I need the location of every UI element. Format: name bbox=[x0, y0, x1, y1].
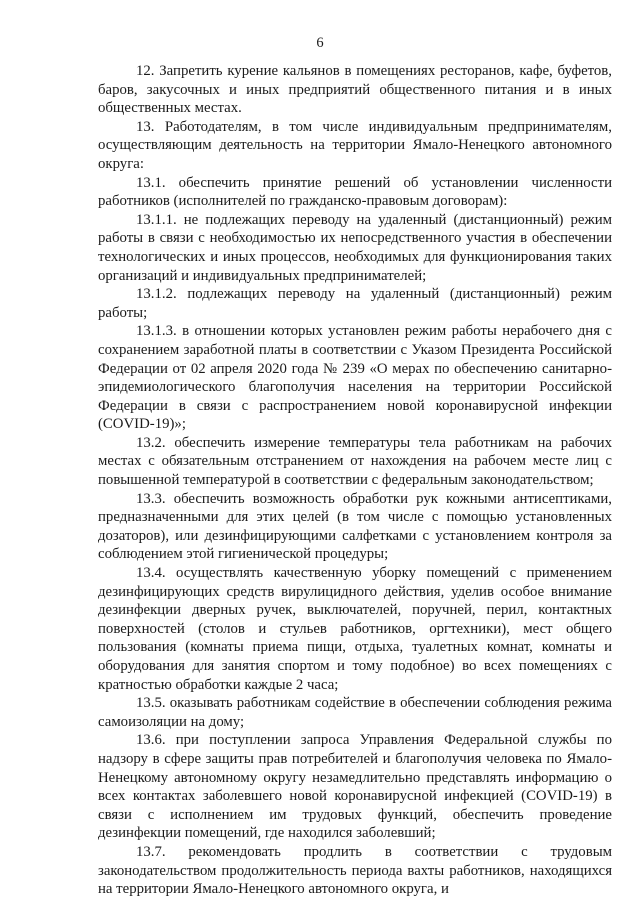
paragraph-13-6: 13.6. при поступлении запроса Управления Федеральной службы по надзору в сфере защиты прав потребителей и благополучия человека по Ямало-Ненецкому автономному округу незамедлительно представлять информацию о всех контактах заболевшего новой коронавирусной инфекцией (COVID-19) в связи с исполнением им трудовых функций, обеспечить проведение дезинфекции помещений, где находился заболевший; bbox=[98, 732, 612, 842]
paragraph-13-1: 13.1. обеспечить принятие решений об установлении численности работников (исполнителей по гражданско-правовым договорам): bbox=[98, 174, 612, 210]
paragraph-13-2: 13.2. обеспечить измерение температуры тела работникам на рабочих местах с обязательным отстранением от нахождения на рабочем месте лиц с повышенной температурой в соответствии с федеральным законодательством; bbox=[98, 434, 612, 489]
document-body bbox=[98, 62, 612, 899]
paragraph-13-1-3: 13.1.3. в отношении которых установлен режим работы нерабочего дня с сохранением заработной платы в соответствии с Указом Президента Российской Федерации от 02 апреля 2020 года № 239 «О мерах по обеспечению санитарно-эпидемиологического благополучия населения на территории Российской Федерации в связи с распространением новой коронавирусной инфекции (COVID-19)»; bbox=[98, 323, 612, 433]
paragraph-13-1-1: 13.1.1. не подлежащих переводу на удаленный (дистанционный) режим работы в связи с необходимостью их непосредственного участия в обеспечении технологических и иных процессов, необходимых для функционирования таких организаций и индивидуальных предпринимателей; bbox=[98, 211, 612, 284]
page-number: 6 bbox=[316, 35, 324, 51]
paragraph-12: 12. Запретить курение кальянов в помещениях ресторанов, кафе, буфетов, баров, закусочных и иных предприятий общественного питания и в иных общественных местах. bbox=[98, 63, 612, 117]
paragraph-13-1-2: 13.1.2. подлежащих переводу на удаленный (дистанционный) режим работы; bbox=[98, 286, 612, 321]
paragraph-13-5: 13.5. оказывать работникам содействие в обеспечении соблюдения режима самоизоляции на дому; bbox=[98, 695, 612, 730]
paragraph-13-7: 13.7. рекомендовать продлить в соответствии с трудовым законодательством продолжительность периода вахты работников, находящихся на территории Ямало-Ненецкого автономного округа, и bbox=[98, 843, 612, 898]
paragraph-13-4: 13.4. осуществлять качественную уборку помещений с применением дезинфицирующих средств вирулицидного действия, уделив особое внимание дезинфекции дверных ручек, выключателей, поручней, перил, контактных поверхностей (столов и стульев работников, оргтехники), мест общего пользования (комнаты приема пищи, отдыха, туалетных комнат, комнаты и оборудования для занятия спортом и тому подобное) во всех помещениях с кратностью обработки каждые 2 часа; bbox=[98, 565, 612, 693]
paragraph-13-3: 13.3. обеспечить возможность обработки рук кожными антисептиками, предназначенными для этих целей (в том числе с помощью установленных дозаторов), или дезинфицирующими салфетками с установлением контроля за соблюдением этой гигиенической процедуры; bbox=[98, 490, 612, 563]
paragraph-13: 13. Работодателям, в том числе индивидуальным предпринимателям, осуществляющим деятельность на территории Ямало-Ненецкого автономного округа: bbox=[98, 118, 612, 172]
